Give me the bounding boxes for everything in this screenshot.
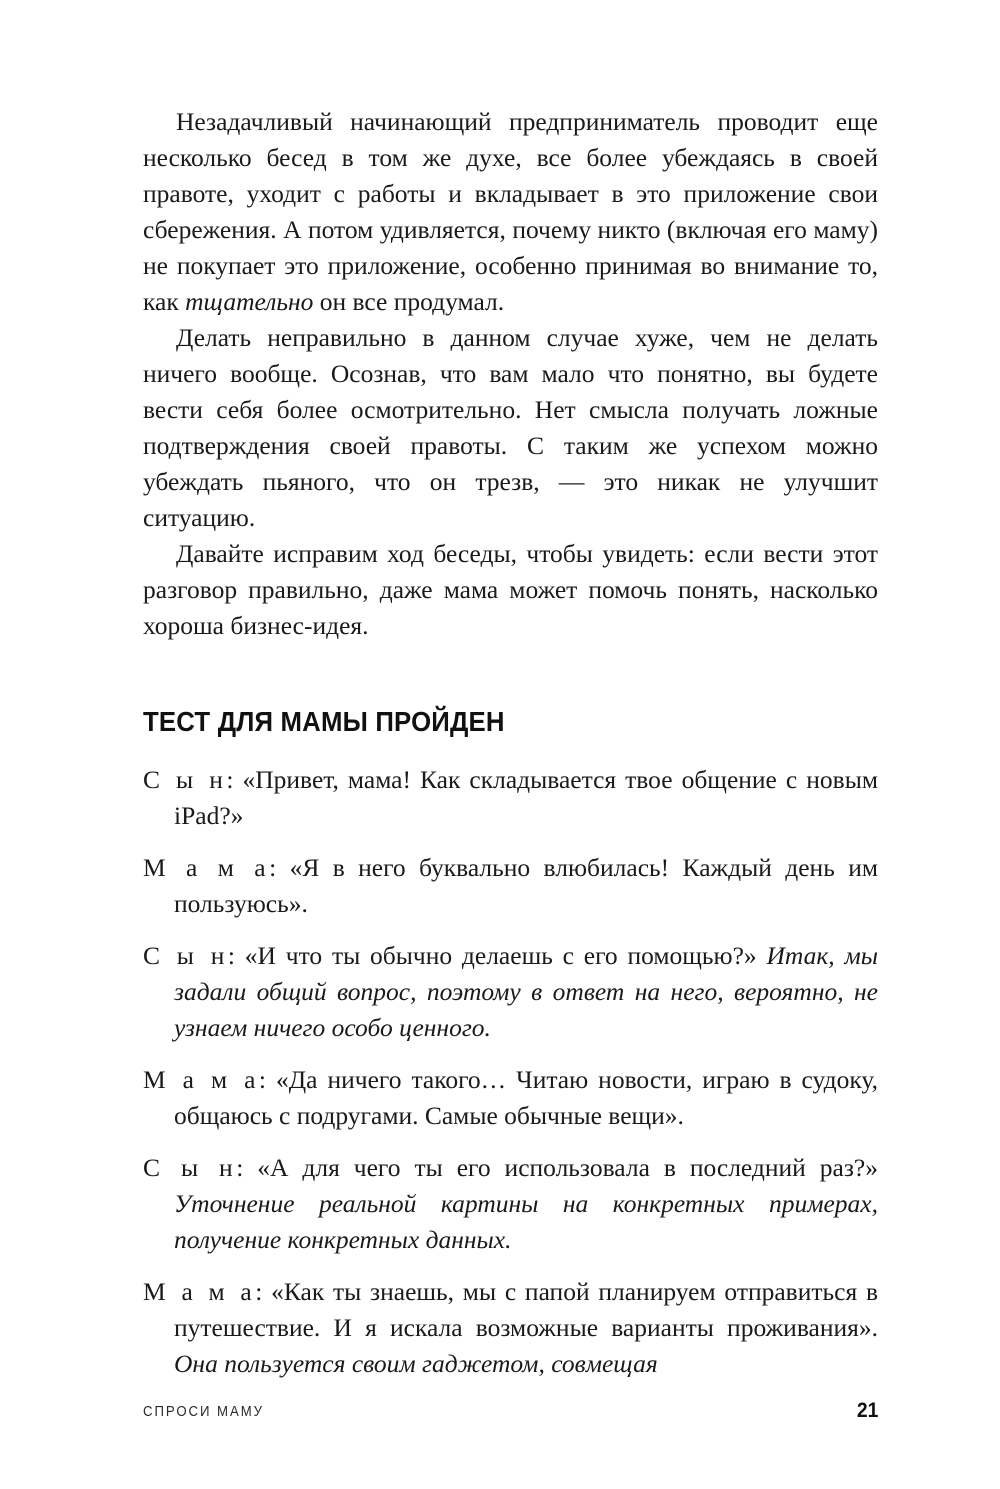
dialogue-quote: «Да ничего такого… Читаю новости, играю в судоку, общаюсь с подругами. Самые обычные вещи». [174,1065,878,1130]
dialogue-quote: «Как ты знаешь, мы с папой планируем отправиться в путешествие. И я искала возможные варианты проживания». [174,1277,878,1342]
dialogue-separator: : [255,1277,272,1306]
dialogue-quote: «Привет, мама! Как складывается твое общение с новым iPad?» [174,765,878,830]
dialogue-separator: : [227,941,245,970]
run-text: Давайте исправим ход беседы, чтобы увидеть: если вести этот разговор правильно, даже мама может помочь понять, насколько хороша бизнес-идея. [143,539,878,640]
section-heading: ТЕСТ ДЛЯ МАМЫ ПРОЙДЕН [143,706,505,737]
paragraph [143,536,878,644]
dialogue-quote: «Я в него буквально влюбилась! Каждый день им пользуюсь». [174,853,878,918]
dialogue-speaker: С ы н [143,1153,237,1182]
dialogue-quote: «И что ты обычно делаешь с его помощью?» [244,941,757,970]
run-text: он все продумал. [313,287,505,316]
dialogue-block [143,1150,878,1258]
footer-page-number: 21 [856,1399,878,1422]
dialogue-separator: : [258,1065,276,1094]
run-text: Незадачливый начинающий предприниматель проводит еще несколько бесед в том же духе, все более убеждаясь в своей правоте, уходит с работы и вкладывает в это приложение свои сбережения. А потом удивляется, почему никто (включая его маму) не покупает это приложение, особенно принимая во внимание то, как [143,107,878,316]
section-heading-wrap [143,706,878,738]
dialogue-note: Она пользуется своим гаджетом, совмещая [174,1349,658,1378]
paragraph [143,320,878,536]
dialogue-separator: : [226,765,243,794]
page-content [143,104,878,1382]
dialogue-block [143,1062,878,1134]
dialogue-speaker: М а м а [143,853,270,882]
dialogue-separator: : [236,1153,258,1182]
footer-book-title: СПРОСИ МАМУ [143,1402,264,1420]
dialogue-speaker: М а м а [143,1065,259,1094]
dialogue-block [143,938,878,1046]
dialogue-separator: : [269,853,290,882]
dialogue-speaker: С ы н [143,941,228,970]
dialogue-speaker: С ы н [143,765,227,794]
dialogue-list [143,762,878,1382]
dialogue-note: Итак, мы задали общий вопрос, поэтому в ответ на него, вероятно, не узнаем ничего особо ценного. [174,941,878,1042]
run-text: Делать неправильно в данном случае хуже, чем не делать ничего вообще. Осознав, что вам мало что понятно, вы будете вести себя более осмотрительно. Нет смысла получать ложные подтверждения своей правоты. С таким же успехом можно убеждать пьяного, что он трезв, — это никак не улучшит ситуацию. [143,323,878,532]
body-paragraphs [143,104,878,644]
dialogue-speaker: М а м а [143,1277,256,1306]
dialogue-note: Уточнение реальной картины на конкретных примерах, получение конкретных данных. [174,1189,878,1254]
dialogue-block [143,762,878,834]
paragraph [143,104,878,320]
emphasis-text: тщательно [185,287,314,316]
dialogue-block [143,850,878,922]
dialogue-block [143,1274,878,1382]
dialogue-quote: «А для чего ты его использовала в последний раз?» [257,1153,878,1182]
page-footer [143,1398,878,1424]
